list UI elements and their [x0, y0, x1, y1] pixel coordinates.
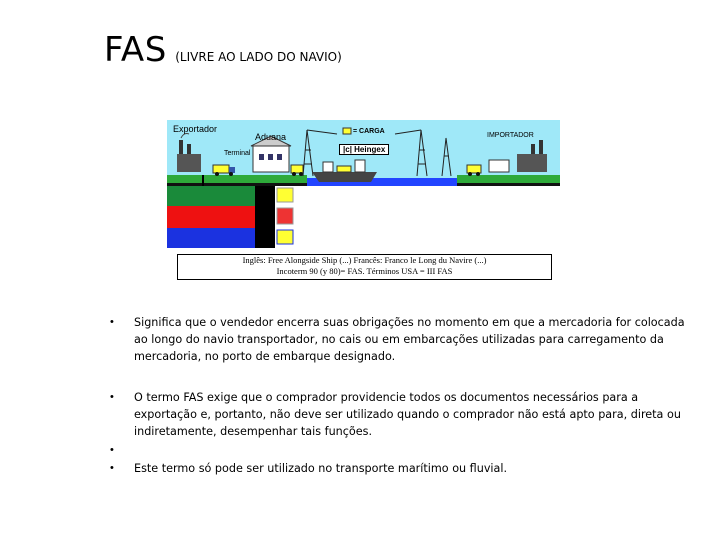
band-red	[167, 206, 255, 228]
figure-caption	[177, 254, 552, 280]
bullet-text: Este termo só pode ser utilizado no transporte marítimo ou fluvial.	[134, 462, 508, 475]
label-terminal: Terminal	[224, 150, 251, 157]
ground-left	[167, 175, 307, 183]
bullet-marker: •	[110, 462, 114, 474]
bullet-marker: •	[110, 391, 114, 403]
bullet-marker: •	[110, 316, 114, 328]
bullet-marker: •	[110, 444, 114, 456]
caption-line-1: Inglês: Free Alongside Ship (...) Francês: Franco le Long du Navire (...)	[242, 255, 487, 265]
slide-title	[104, 30, 342, 70]
label-exportador: Exportador	[173, 124, 218, 134]
label-importador: IMPORTADOR	[487, 132, 534, 139]
caption-line-2: Incoterm 90 (y 80)= FAS. Términos USA = III FAS	[276, 266, 453, 276]
label-heingex: |c| Heingex	[339, 144, 389, 155]
bullet-text: Significa que o vendedor encerra suas obrigações no momento em que a mercadoria for colocada ao longo do navio transportador, no cais ou em embarcações utilizadas para carregamento da mercadoria, no porto de embarque designado.	[134, 316, 685, 363]
cargo-legend-swatch	[343, 128, 351, 134]
band-blue	[167, 228, 255, 248]
fas-illustration	[167, 120, 560, 280]
ground-right	[457, 175, 560, 183]
flag-symbols-icon	[277, 188, 293, 244]
band-empty	[275, 186, 560, 248]
bullet-text: O termo FAS exige que o comprador providencie todos os documentos necessários para a exportação e, portanto, não deve ser utilizado quando o comprador não está apto para, direta ou indiretamente, desempenhar tais funções.	[134, 391, 681, 438]
title-main: FAS	[104, 30, 167, 70]
title-subtitle: (LIVRE AO LADO DO NAVIO)	[175, 50, 342, 64]
band-green	[167, 186, 255, 206]
band-black	[255, 186, 275, 248]
label-aduana: Aduana	[255, 132, 287, 142]
label-carga: = CARGA	[353, 128, 385, 135]
